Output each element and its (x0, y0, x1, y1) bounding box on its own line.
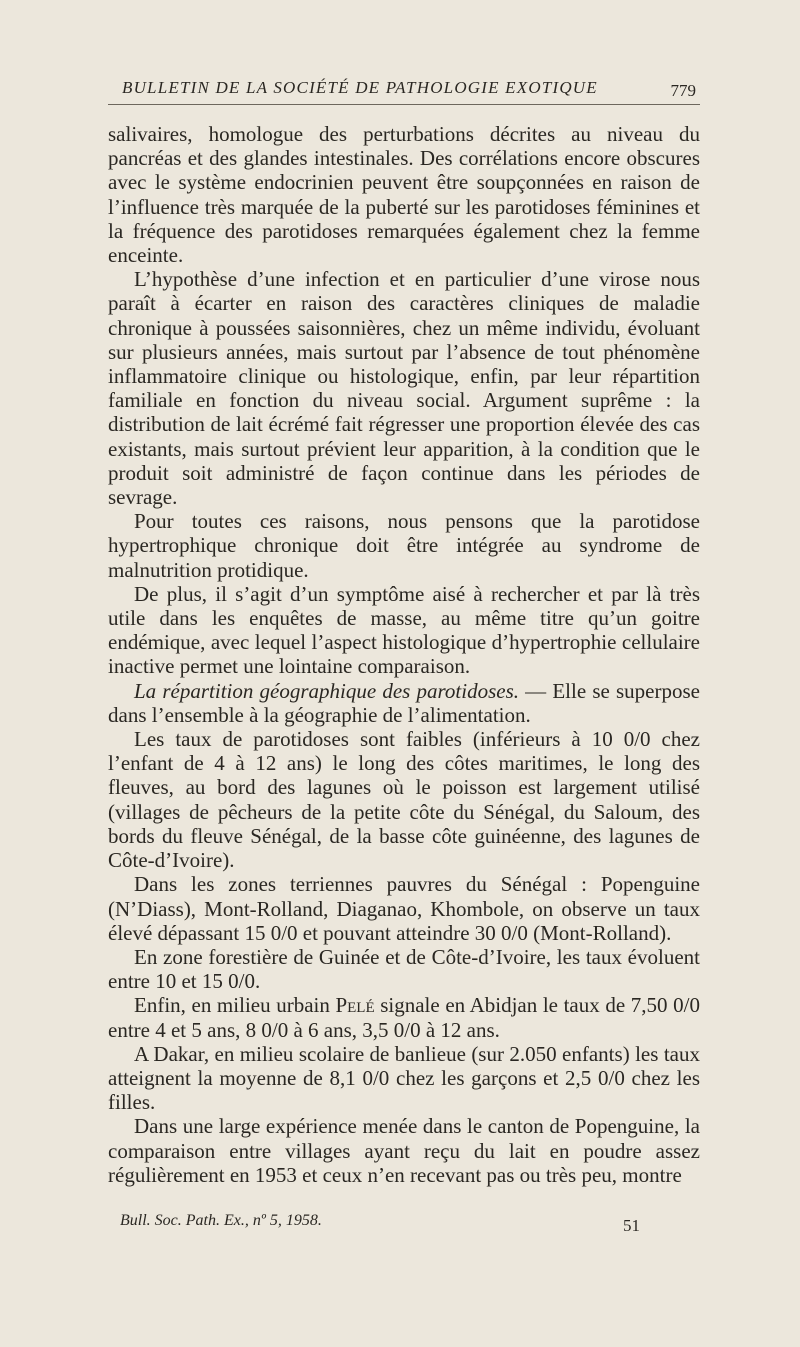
paragraph-geographic-distribution (108, 679, 700, 727)
paragraph-mass-survey: De plus, il s’agit d’un symptôme aisé à rechercher et par là très utile dans les enquêtes de masse, au même titre qu’un goitre endémique, avec lequel l’aspect histologique d’hypertrophie cellulaire inactive permet une lointaine comparaison. (108, 581, 700, 679)
author-name: Pelé (335, 993, 375, 1018)
urban-rates-intro: Enfin, en milieu urbain (134, 993, 336, 1018)
paragraph-continuation: salivaires, homologue des perturbations décrites au niveau du pancréas et des glandes intestinales. Des corrélations encore obscures avec le système endocrinien peuvent être soupçonnées en raison de l’influence très marquée de la puberté sur les parotidoses féminines et la fréquence des parotidoses remarquées également chez la femme enceinte. (108, 122, 700, 268)
running-header (108, 76, 700, 102)
section-heading-text: — Elle se superpose dans l’ensemble à la géographie de l’alimentation. (108, 678, 700, 727)
paragraph-conclusion: Pour toutes ces raisons, nous pensons que la parotidose hypertrophique chronique doit être intégrée au syndrome de malnutrition protidique. (108, 509, 700, 582)
footer-citation: Bull. Soc. Path. Ex., nº 5, 1958. (120, 1212, 322, 1229)
paragraph-forest-rates: En zone forestière de Guinée et de Côte-d’Ivoire, les taux évoluent entre 10 et 15 0/0. (108, 944, 700, 994)
urban-rates-values: signale en Abidjan le taux de 7,50 0/0 entre 4 et 5 ans, 8 0/0 à 6 ans, 3,5 0/0 à 12 ans. (108, 993, 700, 1042)
section-heading: La répartition géographique des parotidoses. (134, 678, 519, 703)
paragraph-dakar-rates: A Dakar, en milieu scolaire de banlieue (sur 2.050 enfants) les taux atteignent la moyenne de 8,1 0/0 chez les garçons et 2,5 0/0 chez les filles. (108, 1041, 700, 1115)
journal-title: BULLETIN DE LA SOCIÉTÉ DE PATHOLOGIE EXOTIQUE (122, 78, 598, 97)
paragraph-inland-rates: Dans les zones terriennes pauvres du Sénégal : Popenguine (N’Diass), Mont-Rolland, Diaganao, Khombole, on observe un taux élevé dépassant 15 0/0 et pouvant atteindre 30 0/0 (Mont-Rolland). (108, 872, 700, 945)
page-number: 779 (670, 81, 696, 100)
paragraph-urban-rates (108, 993, 700, 1041)
paragraph-popenguine-experiment: Dans une large expérience menée dans le canton de Popenguine, la comparaison entre villages ayant reçu du lait en poudre assez régulièrement en 1953 et ceux n’en recevant pas ou très peu, montre (108, 1114, 700, 1187)
article-body (108, 122, 700, 1187)
signature-number: 51 (623, 1216, 640, 1235)
paragraph-coastal-rates: Les taux de parotidoses sont faibles (inférieurs à 10 0/0 chez l’enfant de 4 à 12 ans) le long des côtes maritimes, le long des fleuves, au bord des lagunes où le poisson est largement utilisé (villages de pêcheurs de la petite côte du Sénégal, du Saloum, des bords du fleuve Sénégal, de la basse côte guinéenne, des lagunes de Côte-d’Ivoire). (108, 727, 700, 873)
paragraph-infection-hypothesis: L’hypothèse d’une infection et en particulier d’une virose nous paraît à écarter en raison des caractères cliniques de maladie chronique à poussées saisonnières, chez un même individu, évoluant sur plusieurs années, mais surtout par l’absence de tout phénomène inflammatoire clinique ou histologique, enfin, par leur répartition familiale en fonction du niveau social. Argument suprême : la distribution de lait écrémé fait régresser une proportion élevée des cas existants, mais surtout prévient leur apparition, à la condition que le produit soit administré de façon continue dans les périodes de sevrage. (108, 267, 700, 510)
header-rule (108, 104, 700, 105)
